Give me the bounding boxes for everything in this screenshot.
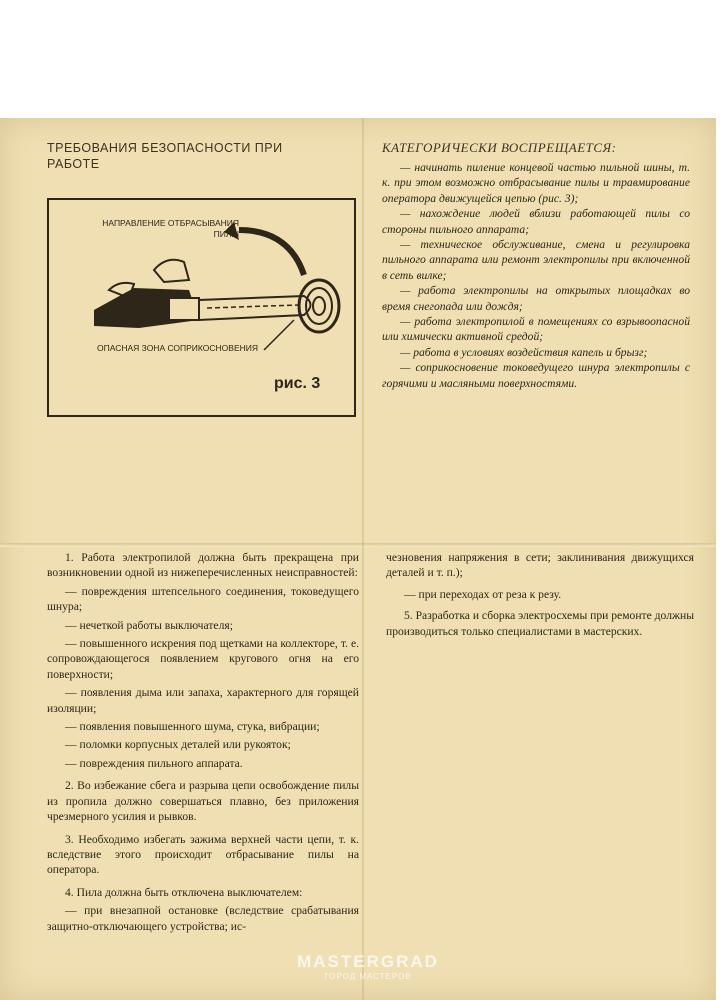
horizontal-fold	[0, 543, 716, 547]
danger-zone-label: ОПАСНАЯ ЗОНА СОПРИКОСНОВЕНИЯ	[97, 343, 259, 353]
prohibited-item: — начинать пиление концевой частью пильной шины, т. к. при этом возможно отбрасывание пилы и травмирование оператора движущейся цепью (рис. 3);	[382, 161, 690, 205]
kickback-direction-label: НАПРАВЛЕНИЕ ОТБРАСЫВАНИЯ ПИЛЫ	[102, 218, 239, 239]
paragraph-4: 4. Пила должна быть отключена выключателем:	[65, 885, 303, 899]
fault-item: — повреждения штепсельного соединения, токоведущего шнура;	[47, 584, 359, 614]
right-bottom-text	[386, 550, 694, 639]
figure-3	[47, 198, 356, 417]
prohibited-item: — работа электропилой в помещениях со взрывоопасной или химически активной средой;	[382, 315, 690, 344]
watermark	[288, 952, 448, 981]
fault-item: — появления повышенного шума, стука, вибрации;	[65, 720, 320, 734]
fault-item: — нечеткой работы выключателя;	[65, 618, 233, 632]
prohibited-item: — техническое обслуживание, смена и регулировка пильного аппарата или ремонт электропилы при включенной в сеть вилке;	[382, 238, 690, 282]
prohibited-item: — соприкосновение токоведущего шнура электропилы с горячими и масляными поверхностями.	[382, 361, 690, 390]
prohibited-item: — работа в условиях воздействия капель и брызг;	[400, 345, 648, 359]
transition-item: — при переходах от реза к резу.	[404, 587, 562, 601]
continued-text: чезновения напряжения в сети; заклинивания движущихся деталей и т. п.);	[386, 551, 694, 580]
prohibited-heading: КАТЕГОРИЧЕСКИ ВОСПРЕЩАЕТСЯ:	[382, 140, 617, 155]
prohibited-item: — нахождение людей вблизи работающей пилы со стороны пильного аппарата;	[382, 207, 690, 236]
paragraph-3: 3. Необходимо избегать зажима верхней части цепи, т. к. вследствие этого происходит отбрасывание пилы на оператора.	[47, 832, 359, 877]
hand-icon	[154, 260, 189, 282]
paragraph-2: 2. Во избежание сбега и разрыва цепи освобождение пилы из пропила должно совершаться плавно, без приложения чрезмерного усилия и рывков.	[47, 779, 359, 824]
left-bottom-text	[47, 550, 359, 934]
fault-item: — появления дыма или запаха, характерного для горящей изоляции;	[47, 686, 359, 715]
prohibited-item: — работа электропилы на открытых площадках во время снегопада или дождя;	[382, 284, 690, 313]
prohibited-list	[382, 160, 690, 391]
fault-item: — поломки корпусных деталей или рукояток;	[65, 738, 291, 752]
paragraph-5: 5. Разработка и сборка электросхемы при ремонте должны производиться только специалистами в мастерских.	[386, 609, 694, 638]
log-icon	[299, 280, 339, 332]
safety-heading: ТРЕБОВАНИЯ БЕЗОПАСНОСТИ ПРИ РАБОТЕ	[47, 141, 283, 171]
fault-item: — повреждения пильного аппарата.	[65, 756, 243, 770]
paragraph-1: 1. Работа электропилой должна быть прекращена при возникновении одной из нижеперечисленных неисправностей:	[47, 551, 359, 580]
paragraph-4-item: — при внезапной остановке (вследствие срабатывания защитно-отключающего устройства; ис-	[47, 904, 359, 933]
figure-caption: рис. 3	[274, 375, 321, 392]
watermark-main: MASTERGRAD	[297, 952, 439, 971]
watermark-sub: ГОРОД МАСТЕРОВ	[324, 972, 412, 981]
kickback-arrow-icon	[239, 230, 304, 275]
fault-item: — повышенного искрения под щетками на коллекторе, т. е. сопровождающегося появлением кругового огня на его поверхности;	[47, 637, 359, 681]
vertical-fold	[362, 118, 364, 1000]
